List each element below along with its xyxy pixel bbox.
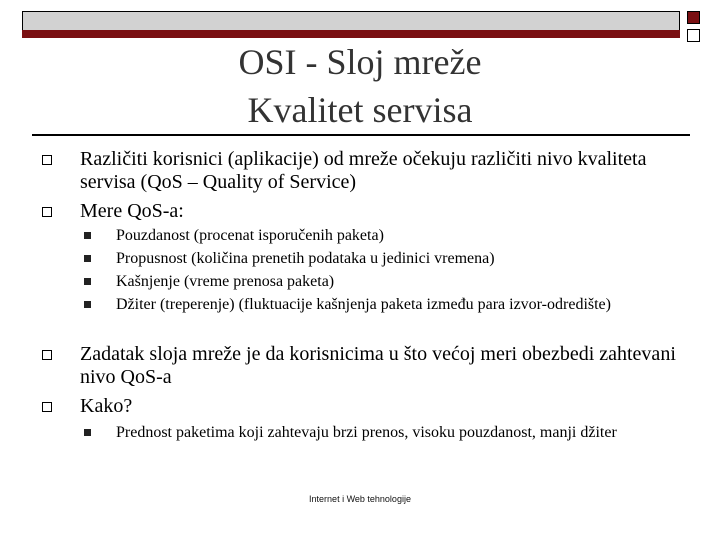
filled-square-bullet-icon (84, 232, 91, 239)
hollow-square-bullet-icon (42, 207, 52, 217)
bullet-item: Kako? (80, 395, 133, 417)
slide-title (0, 38, 720, 134)
sub-bullet-item: Prednost paketima koji zahtevaju brzi prenos, visoku pouzdanost, manji džiter (116, 424, 617, 441)
title-divider (32, 134, 690, 136)
bullet-item: Mere QoS-a: (80, 200, 184, 222)
filled-square-bullet-icon (84, 429, 91, 436)
sub-bullet-item: Pouzdanost (procenat isporučenih paketa) (116, 227, 384, 244)
filled-square-bullet-icon (84, 278, 91, 285)
sub-bullet-item: Džiter (treperenje) (fluktuacije kašnjenja paketa između para izvor-odredište) (116, 296, 611, 313)
hollow-square-bullet-icon (42, 350, 52, 360)
corner-square-filled (687, 11, 700, 24)
title-line-2: Kvalitet servisa (247, 90, 473, 130)
top-accent-rule (22, 30, 680, 38)
filled-square-bullet-icon (84, 301, 91, 308)
title-line-1: OSI - Sloj mreže (238, 42, 482, 82)
filled-square-bullet-icon (84, 255, 91, 262)
bullet-item: Različiti korisnici (aplikacije) od mreže očekuju različiti nivo kvaliteta servisa (QoS – Quality of Service) (80, 148, 647, 193)
hollow-square-bullet-icon (42, 155, 52, 165)
sub-bullet-item: Propusnost (količina prenetih podataka u jedinici vremena) (116, 250, 495, 267)
top-decor-band (22, 11, 680, 31)
sub-bullet-item: Kašnjenje (vreme prenosa paketa) (116, 273, 335, 290)
bullet-item: Zadatak sloja mreže je da korisnicima u što većoj meri obezbedi zahtevani nivo QoS-a (80, 343, 676, 388)
slide-footer: Internet i Web tehnologije (309, 494, 411, 504)
hollow-square-bullet-icon (42, 402, 52, 412)
